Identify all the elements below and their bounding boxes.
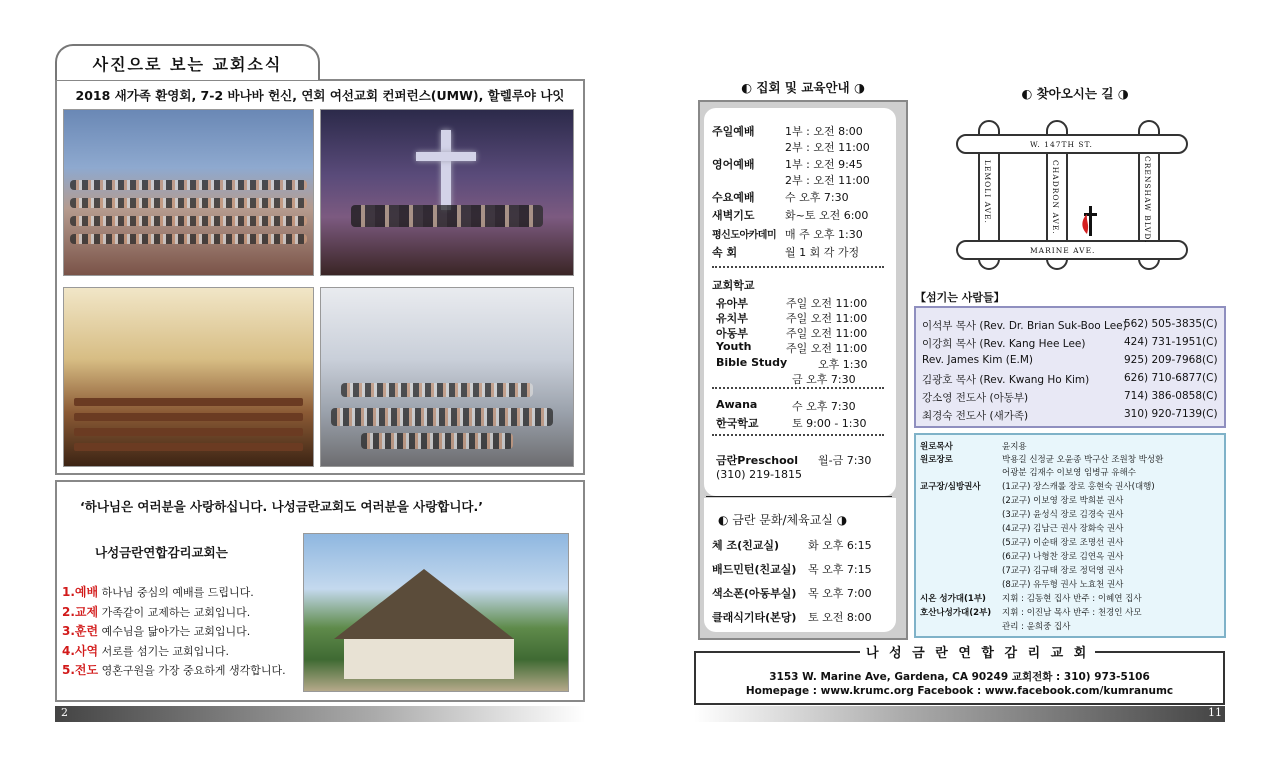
worship-name: 속 회 bbox=[712, 246, 738, 259]
school-name: 유치부 bbox=[716, 312, 748, 325]
mission-item: 4.사역 서로를 섬기는 교회입니다. bbox=[62, 643, 229, 658]
mission-item: 2.교제 가족같이 교제하는 교회입니다. bbox=[62, 604, 251, 619]
awana-time: 토 9:00 - 1:30 bbox=[792, 417, 867, 430]
divider bbox=[712, 434, 884, 436]
mission-item: 3.훈련 예수님을 닮아가는 교회입니다. bbox=[62, 624, 251, 638]
church-building-photo bbox=[303, 533, 569, 692]
staff-role: 원로장로 bbox=[920, 455, 953, 465]
staff-names: (2교구) 이보영 장로 박희분 권사 bbox=[1002, 496, 1124, 506]
culture-time: 목 오후 7:00 bbox=[808, 587, 872, 600]
culture-name: 클래식기타(본당) bbox=[712, 611, 797, 624]
staff-names: (5교구) 이순태 장로 조명선 권사 bbox=[1002, 538, 1124, 548]
pastor-phone: 626) 710-6877(C) bbox=[1124, 372, 1218, 384]
worship-time: 2부 : 오전 11:00 bbox=[785, 174, 870, 187]
mission-item: 1.예배 하나님 중심의 예배를 드립니다. bbox=[62, 585, 254, 599]
photo-hallelujah-night bbox=[320, 287, 574, 467]
preschool-time: 월-금 7:30 bbox=[818, 454, 872, 467]
staff-names: (1교구) 장스캐롤 장로 홍현숙 권사(대행) bbox=[1002, 482, 1155, 492]
map-title: ◐ 찾아오시는 길 ◑ bbox=[1021, 86, 1129, 101]
pastor-name: 강소영 전도사 (아동부) bbox=[922, 392, 1029, 404]
church-name: 나 성 금 란 연 합 감 리 교 회 bbox=[860, 642, 1095, 661]
culture-time: 토 오전 8:00 bbox=[808, 611, 872, 624]
worship-time: 1부 : 오전 8:00 bbox=[785, 125, 863, 138]
awana-name: 한국학교 bbox=[716, 417, 759, 430]
staff-names: 윤지용 bbox=[1002, 442, 1027, 452]
street-label: LEMOLI AVE. bbox=[983, 160, 992, 224]
street-label: MARINE AVE. bbox=[1030, 246, 1096, 255]
footer-bar-right bbox=[694, 706, 1225, 722]
staff-names: 어광분 김재수 이보영 임병규 유해수 bbox=[1002, 468, 1136, 478]
worship-time: 2부 : 오전 11:00 bbox=[785, 141, 870, 154]
staff-role: 호산나성가대(2부) bbox=[920, 608, 992, 618]
staff-names: (3교구) 윤성식 장로 김경숙 권사 bbox=[1002, 510, 1124, 520]
school-time: 주일 오전 11:00 bbox=[786, 312, 868, 325]
mission-list bbox=[62, 583, 286, 681]
street-label: CRENSHAW BLVD. bbox=[1143, 156, 1152, 244]
staff-names: 박용길 신정균 오윤종 박구산 조원창 박성환 bbox=[1002, 455, 1164, 465]
mission-item: 5.전도 영혼구원을 가장 중요하게 생각합니다. bbox=[62, 663, 286, 677]
photo-barnabas-dedication bbox=[320, 109, 574, 276]
school-name: Youth bbox=[716, 340, 752, 353]
worship-name: 영어예배 bbox=[712, 158, 755, 171]
photo-umw-conference bbox=[63, 287, 314, 467]
divider bbox=[706, 496, 892, 497]
worship-time: 월 1 회 각 가정 bbox=[785, 246, 860, 259]
page-number-right: 11 bbox=[1208, 706, 1222, 719]
culture-name: 색소폰(아동부실) bbox=[712, 587, 797, 600]
footer-bar-left bbox=[55, 706, 585, 722]
preschool-name: 금란Preschool bbox=[716, 454, 798, 467]
pastor-name: 이강희 목사 (Rev. Kang Hee Lee) bbox=[922, 338, 1086, 350]
school-time: 주일 오전 11:00 bbox=[786, 297, 868, 310]
staff-role: 원로목사 bbox=[920, 442, 953, 452]
worship-name: 수요예배 bbox=[712, 191, 755, 204]
church-address: 3153 W. Marine Ave, Gardena, CA 90249 교회전화 : 310) 973-5106 bbox=[769, 671, 1150, 683]
street-label: CHADRON AVE. bbox=[1051, 160, 1060, 235]
worship-name: 주일예배 bbox=[712, 125, 755, 138]
welcome-quote: ‘하나님은 여러분을 사랑하십니다. 나성금란교회도 여러분을 사랑합니다.’ bbox=[80, 499, 484, 514]
culture-name: 체 조(친교실) bbox=[712, 539, 780, 552]
staff-names: 지휘 : 이진남 목사 반주 : 천경인 사모 bbox=[1002, 608, 1142, 618]
mission-heading: 나성금란연합감리교회는 bbox=[95, 545, 228, 560]
staff-role: 교구장/심방권사 bbox=[920, 482, 981, 492]
culture-title: ◐ 금란 문화/체육교실 ◑ bbox=[718, 513, 848, 527]
culture-time: 화 오후 6:15 bbox=[808, 539, 872, 552]
pastor-phone: 310) 920-7139(C) bbox=[1124, 408, 1218, 420]
divider bbox=[712, 266, 884, 268]
pastor-phone: 925) 209-7968(C) bbox=[1124, 354, 1218, 366]
preschool-phone: (310) 219-1815 bbox=[716, 468, 803, 481]
worship-time: 수 오후 7:30 bbox=[785, 191, 849, 204]
pastor-phone: 714) 386-0858(C) bbox=[1124, 390, 1218, 402]
church-cross-flame-icon bbox=[1078, 206, 1100, 236]
schedule-title: ◐ 집회 및 교육안내 ◑ bbox=[741, 80, 865, 95]
pastor-name: 이석부 목사 (Rev. Dr. Brian Suk-Boo Lee) bbox=[922, 320, 1127, 332]
pastor-phone: 424) 731-1951(C) bbox=[1124, 336, 1218, 348]
staff-names: (7교구) 김규태 장로 정덕영 권사 bbox=[1002, 566, 1124, 576]
photo-new-family-welcome bbox=[63, 109, 314, 276]
staff-names: 관리 : 윤희중 집사 bbox=[1002, 622, 1071, 632]
section-title: 사진으로 보는 교회소식 bbox=[55, 44, 320, 80]
worship-time: 매 주 오후 1:30 bbox=[785, 228, 863, 241]
worship-time: 화~토 오전 6:00 bbox=[785, 209, 869, 222]
divider bbox=[712, 387, 884, 389]
worship-name: 평신도아카데미 bbox=[712, 230, 777, 241]
awana-time: 수 오후 7:30 bbox=[792, 400, 856, 413]
school-time: 금 오후 7:30 bbox=[792, 373, 856, 386]
worship-time: 1부 : 오전 9:45 bbox=[785, 158, 863, 171]
school-title: 교회학교 bbox=[712, 279, 755, 292]
staff-role: 시온 성가대(1부) bbox=[920, 594, 986, 604]
pastor-phone: 562) 505-3835(C) bbox=[1124, 318, 1218, 330]
school-name: 아동부 bbox=[716, 327, 748, 340]
school-time: 주일 오전 11:00 bbox=[786, 327, 868, 340]
staff-names: 지휘 : 김동현 집사 반주 : 이혜연 집사 bbox=[1002, 594, 1142, 604]
servants-title: 【섬기는 사람들】 bbox=[915, 291, 1005, 304]
awana-name: Awana bbox=[716, 398, 758, 411]
directions-map bbox=[950, 116, 1200, 276]
school-time: 오후 1:30 bbox=[818, 358, 868, 371]
staff-names: (6교구) 나형찬 장로 김연옥 권사 bbox=[1002, 552, 1124, 562]
culture-name: 배드민턴(친교실) bbox=[712, 563, 797, 576]
street-label: W. 147TH ST. bbox=[1030, 140, 1093, 149]
church-web[interactable]: Homepage : www.krumc.org Facebook : www.facebook.com/kumranumc bbox=[745, 685, 1174, 697]
photo-caption: 2018 새가족 환영회, 7-2 바나바 헌신, 연회 여선교회 컨퍼런스(UMW), 할렐루야 나잇 bbox=[75, 88, 565, 103]
pastor-name: Rev. James Kim (E.M) bbox=[922, 354, 1033, 366]
school-name: Bible Study bbox=[716, 356, 788, 369]
worship-name: 새벽기도 bbox=[712, 209, 755, 222]
school-name: 유아부 bbox=[716, 297, 748, 310]
culture-time: 목 오후 7:15 bbox=[808, 563, 872, 576]
staff-names: (8교구) 유두형 권사 노효천 권사 bbox=[1002, 580, 1124, 590]
pastor-name: 김광호 목사 (Rev. Kwang Ho Kim) bbox=[922, 374, 1090, 386]
pastor-name: 최경숙 전도사 (새가족) bbox=[922, 410, 1029, 422]
staff-names: (4교구) 김남근 권사 장화숙 권사 bbox=[1002, 524, 1124, 534]
school-time: 주일 오전 11:00 bbox=[786, 342, 868, 355]
page-number-left: 2 bbox=[61, 706, 68, 719]
